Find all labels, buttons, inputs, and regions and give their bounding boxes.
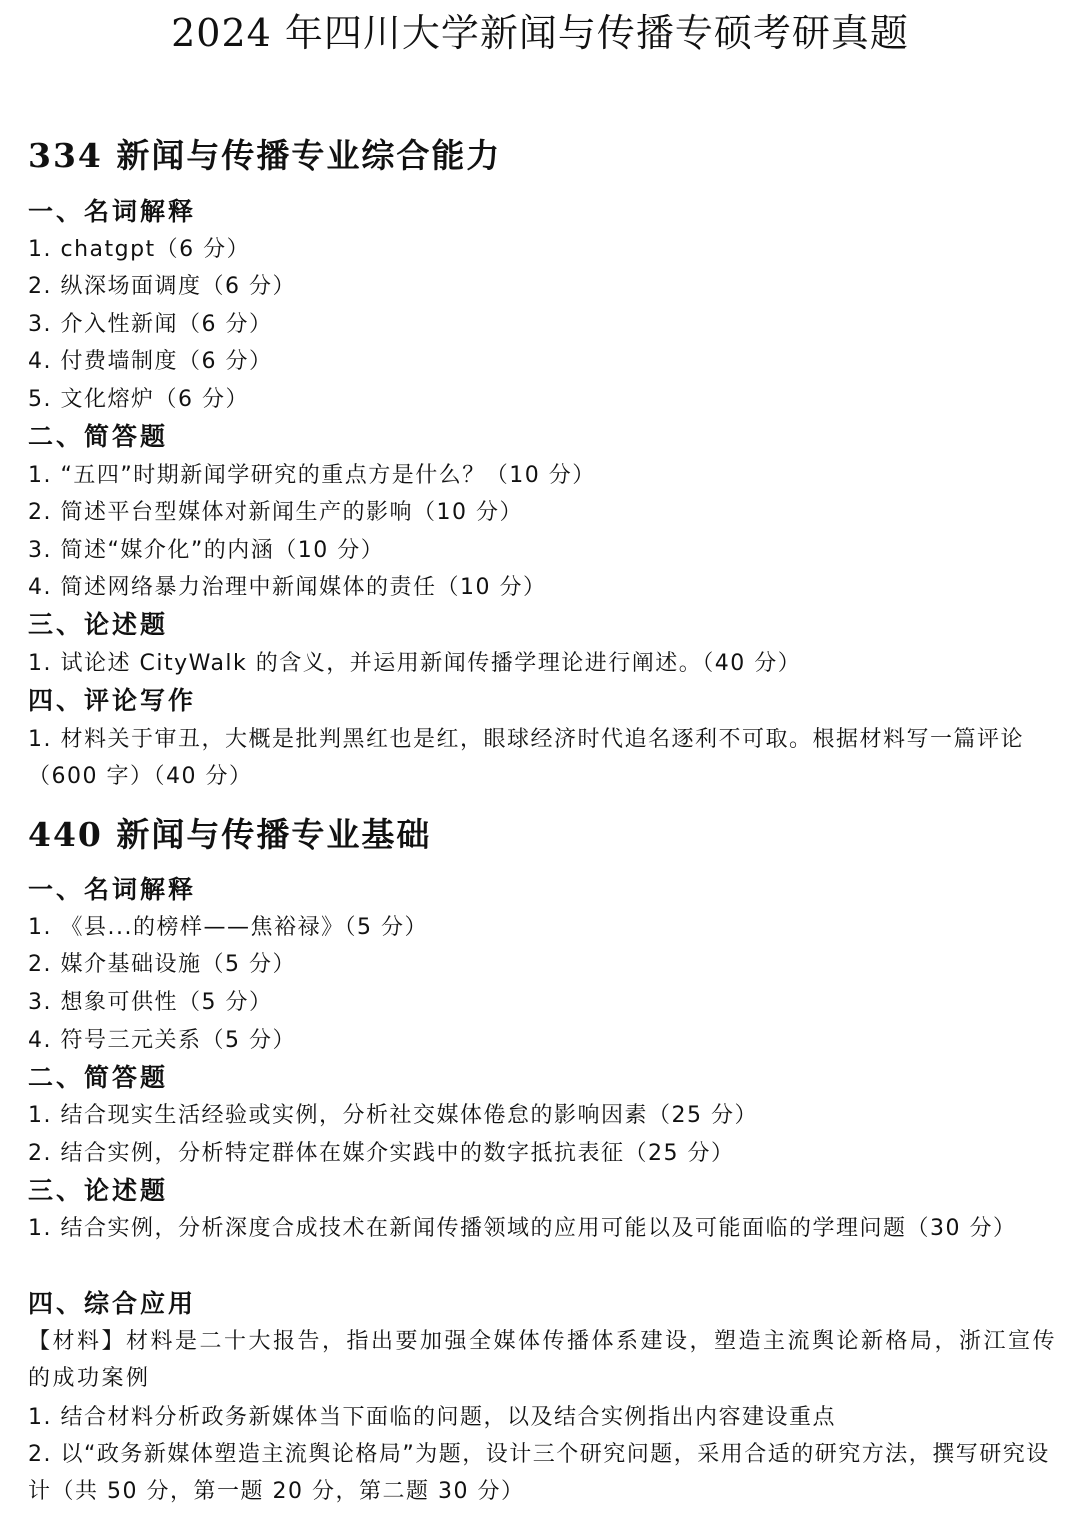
question-item: 2. 以“政务新媒体塑造主流舆论格局”为题，设计三个研究问题，采用合适的研究方法，撰写研究设计（共 50 分，第一题 20 分，第二题 30 分） xyxy=(28,1442,1050,1504)
question-item: 3. 简述“媒介化”的内涵（10 分） xyxy=(28,538,385,563)
section-heading-term-explanation: 一、名词解释 xyxy=(28,875,197,904)
question-item: 3. 介入性新闻（6 分） xyxy=(28,312,273,337)
question-item: 1. 结合材料分析政务新媒体当下面临的问题，以及结合实例指出内容建设重点 xyxy=(28,1405,836,1430)
question-item: 4. 符号三元关系（5 分） xyxy=(28,1028,296,1053)
question-item: 4. 简述网络暴力治理中新闻媒体的责任（10 分） xyxy=(28,575,547,600)
section-heading-short-answer: 二、简答题 xyxy=(28,1063,169,1092)
question-item: 2. 纵深场面调度（6 分） xyxy=(28,274,296,299)
question-item: 1. 《县...的榜样——焦裕禄》（5 分） xyxy=(28,915,428,940)
question-item: 1. 结合实例，分析深度合成技术在新闻传播领域的应用可能以及可能面临的学理问题（30 分） xyxy=(28,1216,1017,1241)
question-item: 2. 简述平台型媒体对新闻生产的影响（10 分） xyxy=(28,500,523,525)
question-item: 1. 试论述 CityWalk 的含义，并运用新闻传播学理论进行阐述。（40 分） xyxy=(28,651,802,676)
question-item: 2. 结合实例，分析特定群体在媒介实践中的数字抵抗表征（25 分） xyxy=(28,1141,735,1166)
material-paragraph: 【材料】材料是二十大报告，指出要加强全媒体传播体系建设，塑造主流舆论新格局，浙江宣传的成功案例 xyxy=(28,1329,1058,1391)
document-title: 2024 年四川大学新闻与传播专硕考研真题 xyxy=(171,11,909,55)
question-item: 2. 媒介基础设施（5 分） xyxy=(28,952,296,977)
question-item: 1. “五四”时期新闻学研究的重点方是什么？（10 分） xyxy=(28,463,596,488)
section-heading-term-explanation: 一、名词解释 xyxy=(28,197,197,226)
section-heading-short-answer: 二、简答题 xyxy=(28,422,169,451)
question-item: 5. 文化熔炉（6 分） xyxy=(28,387,249,412)
section-heading-essay: 三、论述题 xyxy=(28,610,169,639)
exam-heading-334: 334 新闻与传播专业综合能力 xyxy=(28,136,502,175)
question-item: 1. chatgpt（6 分） xyxy=(28,237,251,262)
section-heading-commentary-writing: 四、评论写作 xyxy=(28,686,197,715)
section-heading-comprehensive-application: 四、综合应用 xyxy=(28,1289,197,1318)
question-item: 1. 结合现实生活经验或实例，分析社交媒体倦怠的影响因素（25 分） xyxy=(28,1103,758,1128)
exam-heading-440: 440 新闻与传播专业基础 xyxy=(28,815,432,854)
question-item: 3. 想象可供性（5 分） xyxy=(28,990,273,1015)
question-item: 1. 材料关于审丑，大概是批判黑红也是红，眼球经济时代追名逐利不可取。根据材料写一篇评论（600 字）（40 分） xyxy=(28,727,1024,789)
section-heading-essay: 三、论述题 xyxy=(28,1176,169,1205)
question-item: 4. 付费墙制度（6 分） xyxy=(28,349,273,374)
